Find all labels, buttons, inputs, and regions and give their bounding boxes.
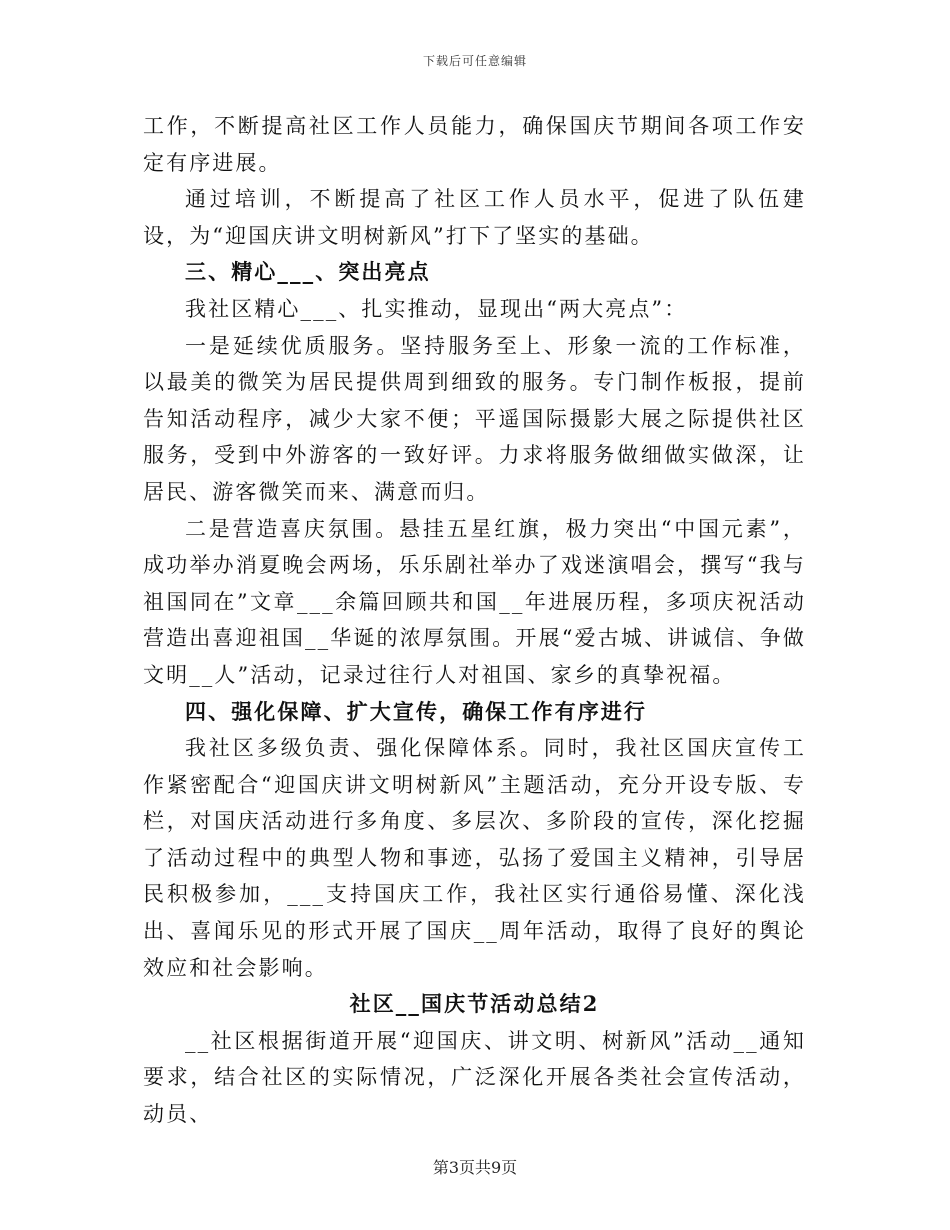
page-header: 下载后可任意编辑 bbox=[422, 54, 527, 68]
section-heading: 三、精心___、突出亮点 bbox=[185, 259, 431, 285]
body-paragraph: 二是营造喜庆氛围。悬挂五星红旗，极力突出“中国元素”，成功举办消夏晚会两场，乐乐剧社举办了戏迷演唱会，撰写“我与祖国同在”文章___余篇回顾共和国__年进展历程，多项庆祝活动营造出喜迎祖国__华诞的浓厚氛围。开展“爱古城、讲诚信、争做文明__人”活动，记录过往行人对祖国、家乡的真挚祝福。 bbox=[143, 516, 806, 687]
body-paragraph: __社区根据街道开展“迎国庆、讲文明、树新风”活动__通知要求，结合社区的实际情况，广泛深化开展各类社会宣传活动，动员、 bbox=[143, 1028, 806, 1127]
body-paragraph: 一是延续优质服务。坚持服务至上、形象一流的工作标准，以最美的微笑为居民提供周到细致的服务。专门制作板报，提前告知活动程序，减少大家不便；平遥国际摄影大展之际提供社区服务，受到中外游客的一致好评。力求将服务做细做实做深，让居民、游客微笑而来、满意而归。 bbox=[143, 333, 806, 504]
body-paragraph: 工作，不断提高社区工作人员能力，确保国庆节期间各项工作安定有序进展。 bbox=[143, 114, 806, 175]
body-paragraph: 我社区多级负责、强化保障体系。同时，我社区国庆宣传工作紧密配合“迎国庆讲文明树新风”主题活动，充分开设专版、专栏，对国庆活动进行多角度、多层次、多阶段的宣传，深化挖掘了活动过程中的典型人物和事迹，弘扬了爱国主义精神，引导居民积极参加，___支持国庆工作，我社区实行通俗易懂、深化浅出、喜闻乐见的形式开展了国庆__周年活动，取得了良好的舆论效应和社会影响。 bbox=[143, 736, 806, 980]
body-paragraph: 我社区精心___、扎实推动，显现出“两大亮点”： bbox=[185, 296, 688, 321]
document-title: 社区__国庆节活动总结2 bbox=[349, 991, 600, 1017]
document-body bbox=[143, 108, 806, 1133]
page-number: 第3页共9页 bbox=[432, 1158, 518, 1177]
body-paragraph: 通过培训，不断提高了社区工作人员水平，促进了队伍建设，为“迎国庆讲文明树新风”打下了坚实的基础。 bbox=[143, 187, 806, 248]
section-heading: 四、强化保障、扩大宣传，确保工作有序进行 bbox=[185, 698, 647, 724]
